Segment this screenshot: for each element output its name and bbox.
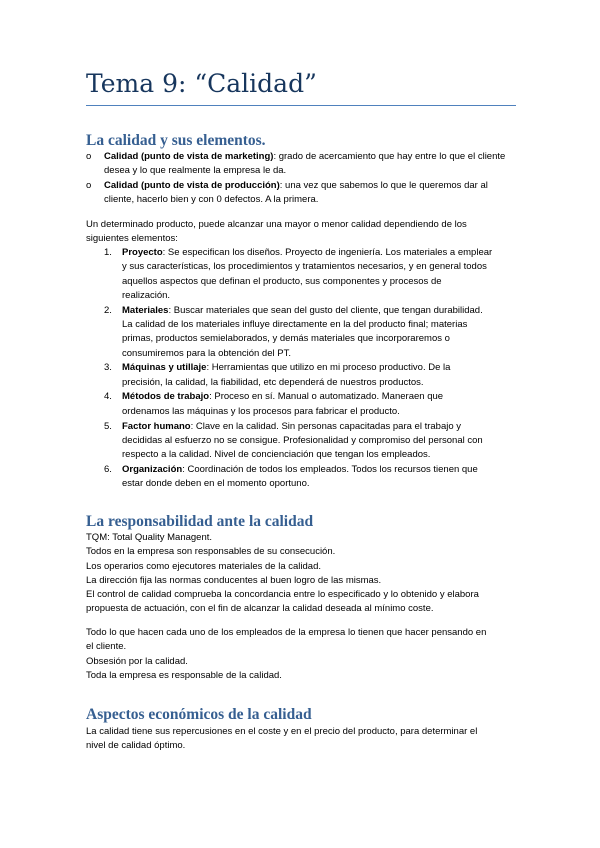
element-item-materiales xyxy=(104,304,516,361)
title-underline xyxy=(86,105,516,106)
section-heading-responsabilidad: La responsabilidad ante la calidad xyxy=(86,513,314,530)
element-line: consumiremos para la obtención del PT. xyxy=(122,347,291,359)
text-line: La dirección fija las normas conducentes al buen logro de las mismas. xyxy=(86,574,382,586)
responsabilidad-paragraph-2 xyxy=(86,626,516,683)
item-number: 1. xyxy=(104,247,112,258)
element-line: : Buscar materiales que sean del gusto del cliente, que tengan durabilidad. xyxy=(168,304,483,316)
bullet-marker: o xyxy=(86,179,92,191)
element-term: Máquinas y utillaje xyxy=(122,362,207,374)
item-number: 2. xyxy=(104,304,112,316)
element-item-factor-humano xyxy=(104,420,516,463)
element-line: La calidad de los materiales influye directamente en la del producto final; materias xyxy=(122,318,468,330)
document-title: Tema 9: “Calidad” xyxy=(86,69,317,98)
element-line: : Herramientas que utilizo en mi proceso productivo. De la xyxy=(206,362,451,374)
element-line: precisión, la calidad, la fiabilidad, etc dependerá de nuestros productos. xyxy=(122,376,424,388)
item-number: 6. xyxy=(104,463,112,475)
element-line: realización. xyxy=(122,289,171,301)
element-line: respecto a la calidad. Nivel de concienciación que tengan los empleados. xyxy=(122,449,431,461)
text-line: el cliente. xyxy=(86,641,127,653)
section-heading-calidad-elementos: La calidad y sus elementos. xyxy=(86,132,266,149)
text-line: propuesta de actuación, con el fin de alcanzar la calidad deseada al mínimo coste. xyxy=(86,603,434,615)
element-item-metodos xyxy=(104,390,516,419)
element-line: y sus características, los procedimientos y tratamientos necesarios, y en general todos xyxy=(122,261,487,273)
element-term: Factor humano xyxy=(122,420,191,432)
text-line: La calidad tiene sus repercusiones en el coste y en el precio del producto, para determinar el xyxy=(86,726,478,737)
item-number: 5. xyxy=(104,420,112,432)
definitions-list xyxy=(86,150,516,207)
element-term: Proyecto xyxy=(122,247,163,258)
intro-line: Un determinado producto, puede alcanzar una mayor o menor calidad dependiendo de los xyxy=(86,219,467,230)
text-line: El control de calidad comprueba la concordancia entre lo especificado y lo obtenido y elabora xyxy=(86,589,479,601)
element-line: : Proceso en sí. Manual o automatizado. Maneraen que xyxy=(209,391,444,403)
element-line: decididas al esfuerzo no se consigue. Profesionalidad y compromiso del personal con xyxy=(122,434,483,446)
text-line: Todo lo que hacen cada uno de los empleados de la empresa lo tienen que hacer pensando en xyxy=(86,627,487,638)
element-item-maquinas xyxy=(104,361,516,390)
element-term: Métodos de trabajo xyxy=(122,391,210,403)
elements-list xyxy=(104,246,516,492)
element-term: Materiales xyxy=(122,304,169,316)
element-term: Organización xyxy=(122,463,183,475)
text-line: TQM: Total Quality Managent. xyxy=(86,532,213,543)
definition-item-marketing xyxy=(86,150,516,179)
definition-item-produccion xyxy=(86,179,516,208)
bullet-marker: o xyxy=(86,151,92,162)
element-line: aquellos aspectos que definan el producto, sus componentes y procesos de xyxy=(122,275,442,287)
element-item-organizacion xyxy=(104,463,516,492)
section-heading-aspectos-economicos: Aspectos económicos de la calidad xyxy=(86,706,312,723)
definition-term: Calidad (punto de vista de producción) xyxy=(104,179,280,191)
element-item-proyecto xyxy=(104,246,516,303)
definition-text: : grado de acercamiento que hay entre lo que el cliente desea y lo que realmente la empresa le da. xyxy=(104,151,506,177)
text-line: Todos en la empresa son responsables de su consecución. xyxy=(86,546,336,558)
item-number: 3. xyxy=(104,362,112,374)
aspectos-paragraph xyxy=(86,725,516,754)
item-number: 4. xyxy=(104,391,112,403)
text-line: nivel de calidad óptimo. xyxy=(86,740,186,752)
definition-term: Calidad (punto de vista de marketing) xyxy=(104,151,274,162)
responsabilidad-paragraph xyxy=(86,531,516,617)
elements-intro xyxy=(86,218,516,247)
text-line: Obsesión por la calidad. xyxy=(86,655,188,667)
element-line: primas, productos semielaborados, y demás materiales que incorporaremos o xyxy=(122,333,450,345)
element-line: : Coordinación de todos los empleados. Todos los recursos tienen que xyxy=(182,463,478,475)
element-line: estar donde deben en el momento oportuno. xyxy=(122,478,310,490)
text-line: Toda la empresa es responsable de la calidad. xyxy=(86,669,282,681)
element-line: : Clave en la calidad. Sin personas capacitadas para el trabajo y xyxy=(190,420,462,432)
intro-line: siguientes elementos: xyxy=(86,233,178,245)
element-line: : Se especifican los diseños. Proyecto de ingeniería. Los materiales a emplear xyxy=(162,247,493,258)
element-line: ordenamos las máquinas y los procesos para fabricar el producto. xyxy=(122,405,400,417)
definition-text: : una vez que sabemos lo que le queremos dar al cliente, hacerlo bien y con 0 defectos. A la primera. xyxy=(104,179,488,205)
text-line: Los operarios como ejecutores materiales de la calidad. xyxy=(86,560,321,572)
